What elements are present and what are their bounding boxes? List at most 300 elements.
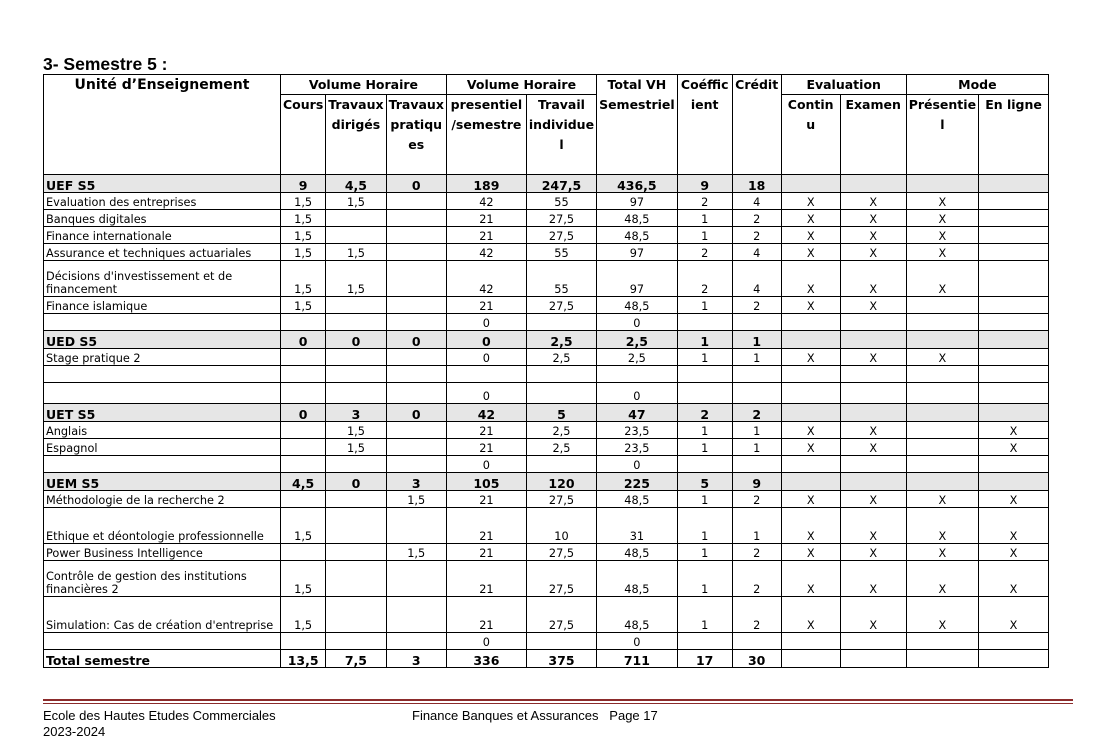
cell-td [326,597,386,633]
cell-total: 711 [597,650,678,668]
cell-coef: 1 [677,508,732,544]
cell-cours [281,491,326,508]
table-row [44,227,1049,244]
cell-td: 1,5 [326,244,386,261]
cell-tp [386,561,446,597]
cell-total: 48,5 [597,297,678,314]
cell-coef: 2 [677,261,732,297]
cell-mode-en-ligne [979,633,1049,650]
cell-eval-examen: X [840,261,906,297]
cell-eval-examen: X [840,439,906,456]
cell-mode-presentiel: X [906,193,978,210]
cell-td: 7,5 [326,650,386,668]
cell-travail: 27,5 [526,544,596,561]
cell-eval-examen: X [840,244,906,261]
cell-eval-continu [781,456,840,473]
cell-mode-presentiel [906,331,978,349]
cell-credit: 2 [732,210,781,227]
header-presentiel: presentiel /semestre [446,95,526,175]
header-examen: Examen [840,95,906,175]
row-label: Contrôle de gestion des institutions financières 2 [44,561,281,597]
cell-cours: 1,5 [281,597,326,633]
cell-coef: 1 [677,349,732,366]
cell-mode-presentiel: X [906,244,978,261]
header-travaux-pratiques: Travaux pratiqu es [386,95,446,175]
cell-mode-en-ligne: X [979,439,1049,456]
row-label: UEF S5 [44,175,281,193]
cell-mode-presentiel: X [906,227,978,244]
cell-mode-en-ligne [979,297,1049,314]
cell-presentiel: 21 [446,297,526,314]
header-credit: Crédit [732,75,781,95]
cell-total: 97 [597,244,678,261]
cell-mode-en-ligne: X [979,491,1049,508]
cell-cours: 1,5 [281,508,326,544]
cell-mode-presentiel [906,404,978,422]
cell-mode-en-ligne [979,349,1049,366]
cell-cours: 1,5 [281,261,326,297]
cell-coef: 1 [677,422,732,439]
header-travail-individuel: Travail individue l [526,95,596,175]
row-label [44,366,281,383]
cell-coef: 1 [677,439,732,456]
cell-total: 2,5 [597,349,678,366]
cell-cours: 0 [281,404,326,422]
cell-travail: 55 [526,244,596,261]
cell-travail: 27,5 [526,491,596,508]
cell-eval-examen: X [840,297,906,314]
cell-total: 0 [597,383,678,404]
cell-cours: 1,5 [281,227,326,244]
cell-mode-presentiel [906,314,978,331]
cell-travail: 27,5 [526,227,596,244]
cell-tp: 1,5 [386,544,446,561]
cell-travail: 247,5 [526,175,596,193]
cell-total: 47 [597,404,678,422]
footer-rule-thin [43,703,1073,704]
cell-credit: 4 [732,261,781,297]
section-title: 3- Semestre 5 : [43,54,168,74]
header-evaluation: Evaluation [781,75,906,95]
cell-presentiel: 0 [446,331,526,349]
cell-eval-examen: X [840,349,906,366]
cell-coef: 2 [677,244,732,261]
cell-eval-continu: X [781,193,840,210]
cell-tp [386,597,446,633]
cell-td [326,544,386,561]
cell-travail: 27,5 [526,597,596,633]
cell-cours [281,366,326,383]
header-cours: Cours [281,95,326,175]
cell-eval-examen: X [840,422,906,439]
table-row [44,597,1049,633]
cell-td [326,561,386,597]
cell-eval-examen: X [840,210,906,227]
cell-presentiel: 0 [446,383,526,404]
cell-presentiel: 21 [446,227,526,244]
row-label: Stage pratique 2 [44,349,281,366]
cell-tp: 3 [386,650,446,668]
cell-presentiel: 21 [446,597,526,633]
cell-tp: 0 [386,404,446,422]
curriculum-table [43,74,1049,668]
row-label: Assurance et techniques actuariales [44,244,281,261]
cell-travail: 2,5 [526,422,596,439]
cell-mode-presentiel: X [906,349,978,366]
cell-credit: 30 [732,650,781,668]
cell-presentiel: 0 [446,314,526,331]
cell-mode-en-ligne [979,210,1049,227]
cell-credit: 1 [732,508,781,544]
table-row [44,422,1049,439]
cell-total: 436,5 [597,175,678,193]
cell-credit: 2 [732,544,781,561]
table-row [44,383,1049,404]
cell-eval-continu: X [781,349,840,366]
cell-coef: 1 [677,331,732,349]
cell-eval-continu: X [781,227,840,244]
cell-mode-presentiel [906,366,978,383]
cell-total: 0 [597,456,678,473]
cell-credit: 2 [732,297,781,314]
cell-td: 1,5 [326,261,386,297]
cell-cours [281,349,326,366]
header-credit-2 [732,95,781,175]
cell-cours: 0 [281,331,326,349]
footer-year: 2023-2024 [43,724,106,739]
row-label: Total semestre [44,650,281,668]
cell-presentiel: 21 [446,544,526,561]
cell-eval-examen: X [840,491,906,508]
cell-eval-continu: X [781,244,840,261]
cell-td [326,508,386,544]
cell-travail: 2,5 [526,439,596,456]
cell-eval-continu [781,633,840,650]
cell-total: 48,5 [597,544,678,561]
cell-eval-continu: X [781,561,840,597]
cell-cours [281,383,326,404]
cell-coef: 2 [677,404,732,422]
cell-credit: 2 [732,597,781,633]
cell-td [326,491,386,508]
group-row [44,473,1049,491]
table-row [44,508,1049,544]
cell-eval-continu [781,650,840,668]
cell-cours [281,422,326,439]
cell-coef: 9 [677,175,732,193]
cell-mode-en-ligne [979,244,1049,261]
cell-cours [281,456,326,473]
cell-presentiel [446,366,526,383]
cell-td [326,297,386,314]
row-label: Finance internationale [44,227,281,244]
cell-eval-continu [781,383,840,404]
cell-travail: 120 [526,473,596,491]
cell-mode-presentiel [906,439,978,456]
row-label: Simulation: Cas de création d'entreprise [44,597,281,633]
cell-mode-presentiel: X [906,261,978,297]
table-row [44,210,1049,227]
cell-tp [386,439,446,456]
cell-eval-continu [781,473,840,491]
cell-credit: 4 [732,244,781,261]
cell-eval-continu: X [781,544,840,561]
row-label [44,383,281,404]
cell-tp: 0 [386,331,446,349]
footer-rule [43,699,1073,701]
cell-td: 4,5 [326,175,386,193]
cell-credit: 2 [732,561,781,597]
row-label [44,314,281,331]
cell-mode-presentiel: X [906,544,978,561]
cell-td [326,349,386,366]
cell-eval-examen [840,650,906,668]
cell-mode-presentiel [906,473,978,491]
cell-presentiel: 336 [446,650,526,668]
cell-mode-en-ligne [979,331,1049,349]
cell-travail [526,456,596,473]
cell-total: 31 [597,508,678,544]
table-body [44,175,1049,668]
table-row [44,544,1049,561]
cell-credit: 1 [732,349,781,366]
footer-school: Ecole des Hautes Etudes Commerciales [43,708,276,723]
cell-cours: 1,5 [281,297,326,314]
table-row [44,349,1049,366]
cell-credit [732,366,781,383]
cell-tp [386,297,446,314]
row-label: Anglais [44,422,281,439]
cell-presentiel: 21 [446,491,526,508]
header-semestriel: Semestriel [597,95,678,175]
cell-mode-presentiel [906,175,978,193]
cell-tp [386,210,446,227]
cell-travail: 27,5 [526,297,596,314]
cell-presentiel: 105 [446,473,526,491]
cell-mode-en-ligne: X [979,422,1049,439]
cell-credit: 1 [732,331,781,349]
cell-mode-presentiel [906,297,978,314]
header-total-vh: Total VH [597,75,678,95]
cell-mode-en-ligne [979,314,1049,331]
cell-cours: 9 [281,175,326,193]
row-label: Evaluation des entreprises [44,193,281,210]
cell-total: 97 [597,193,678,210]
cell-total: 97 [597,261,678,297]
footer-program [412,708,658,723]
header-presentiel-mode: Présentie l [906,95,978,175]
cell-mode-en-ligne [979,175,1049,193]
cell-travail: 55 [526,193,596,210]
cell-credit: 2 [732,227,781,244]
table-row [44,456,1049,473]
row-label: UEM S5 [44,473,281,491]
cell-eval-examen [840,314,906,331]
row-label [44,456,281,473]
cell-cours [281,314,326,331]
cell-travail [526,366,596,383]
cell-total: 2,5 [597,331,678,349]
cell-travail: 55 [526,261,596,297]
cell-mode-en-ligne [979,366,1049,383]
cell-tp [386,314,446,331]
total-row [44,650,1049,668]
cell-eval-continu: X [781,210,840,227]
cell-tp [386,244,446,261]
cell-presentiel: 42 [446,404,526,422]
cell-credit: 9 [732,473,781,491]
cell-presentiel: 0 [446,633,526,650]
cell-credit: 1 [732,439,781,456]
cell-eval-examen: X [840,544,906,561]
cell-mode-en-ligne [979,404,1049,422]
cell-tp [386,193,446,210]
table-row [44,297,1049,314]
cell-total: 23,5 [597,439,678,456]
cell-coef [677,366,732,383]
cell-tp: 0 [386,175,446,193]
cell-eval-examen: X [840,508,906,544]
cell-travail [526,633,596,650]
row-label: Finance islamique [44,297,281,314]
header-coefficient: Coéffic [677,75,732,95]
cell-eval-examen: X [840,227,906,244]
cell-credit [732,633,781,650]
cell-eval-examen: X [840,193,906,210]
cell-coef [677,633,732,650]
cell-credit: 2 [732,404,781,422]
cell-cours [281,544,326,561]
cell-tp [386,261,446,297]
cell-eval-examen [840,404,906,422]
cell-mode-presentiel: X [906,597,978,633]
row-label: Power Business Intelligence [44,544,281,561]
row-label: Décisions d'investissement et de financement [44,261,281,297]
cell-presentiel: 21 [446,561,526,597]
cell-cours: 13,5 [281,650,326,668]
cell-mode-en-ligne [979,456,1049,473]
table-row [44,244,1049,261]
cell-presentiel: 42 [446,244,526,261]
row-label [44,633,281,650]
cell-presentiel: 42 [446,193,526,210]
cell-eval-examen [840,366,906,383]
cell-presentiel: 21 [446,439,526,456]
cell-tp [386,227,446,244]
cell-total: 48,5 [597,227,678,244]
cell-td: 1,5 [326,439,386,456]
cell-mode-presentiel [906,650,978,668]
cell-eval-examen [840,383,906,404]
cell-total: 0 [597,314,678,331]
cell-td: 3 [326,404,386,422]
cell-tp: 3 [386,473,446,491]
table-row [44,633,1049,650]
cell-coef: 1 [677,297,732,314]
cell-mode-en-ligne: X [979,508,1049,544]
cell-presentiel: 21 [446,422,526,439]
cell-eval-continu [781,404,840,422]
group-row [44,331,1049,349]
cell-presentiel: 0 [446,456,526,473]
cell-eval-continu [781,366,840,383]
cell-presentiel: 21 [446,508,526,544]
cell-presentiel: 189 [446,175,526,193]
cell-total: 48,5 [597,210,678,227]
table-row [44,366,1049,383]
cell-credit [732,456,781,473]
cell-td [326,383,386,404]
cell-coef [677,314,732,331]
cell-td: 0 [326,331,386,349]
cell-coef: 1 [677,597,732,633]
cell-mode-presentiel [906,422,978,439]
cell-cours [281,439,326,456]
cell-travail: 27,5 [526,561,596,597]
table-row [44,314,1049,331]
cell-travail: 375 [526,650,596,668]
cell-eval-examen [840,456,906,473]
cell-credit: 1 [732,422,781,439]
cell-credit [732,314,781,331]
footer-page-number: Page 17 [609,708,658,723]
cell-eval-examen [840,331,906,349]
cell-total: 48,5 [597,597,678,633]
cell-mode-en-ligne: X [979,597,1049,633]
cell-mode-en-ligne: X [979,561,1049,597]
cell-eval-examen [840,473,906,491]
cell-td [326,314,386,331]
cell-tp: 1,5 [386,491,446,508]
cell-coef: 5 [677,473,732,491]
cell-travail [526,383,596,404]
cell-tp [386,508,446,544]
cell-mode-presentiel: X [906,491,978,508]
cell-coef [677,383,732,404]
cell-eval-examen: X [840,561,906,597]
header-volume-horaire: Volume Horaire [281,75,447,95]
cell-cours: 1,5 [281,561,326,597]
cell-mode-en-ligne [979,261,1049,297]
cell-total: 48,5 [597,491,678,508]
cell-eval-examen [840,175,906,193]
cell-mode-presentiel [906,383,978,404]
row-label: Méthodologie de la recherche 2 [44,491,281,508]
table-row [44,439,1049,456]
cell-tp [386,349,446,366]
cell-total [597,366,678,383]
cell-credit [732,383,781,404]
cell-presentiel: 0 [446,349,526,366]
cell-tp [386,456,446,473]
cell-td [326,210,386,227]
cell-credit: 18 [732,175,781,193]
row-label: UET S5 [44,404,281,422]
cell-travail: 2,5 [526,349,596,366]
cell-cours: 1,5 [281,193,326,210]
header-en-ligne: En ligne [979,95,1049,175]
cell-cours: 4,5 [281,473,326,491]
cell-coef: 1 [677,544,732,561]
cell-tp [386,383,446,404]
cell-mode-presentiel: X [906,508,978,544]
cell-mode-presentiel [906,633,978,650]
header-volume-horaire-2: Volume Horaire [446,75,596,95]
cell-eval-continu: X [781,297,840,314]
table-row [44,193,1049,210]
cell-eval-continu: X [781,508,840,544]
cell-tp [386,366,446,383]
